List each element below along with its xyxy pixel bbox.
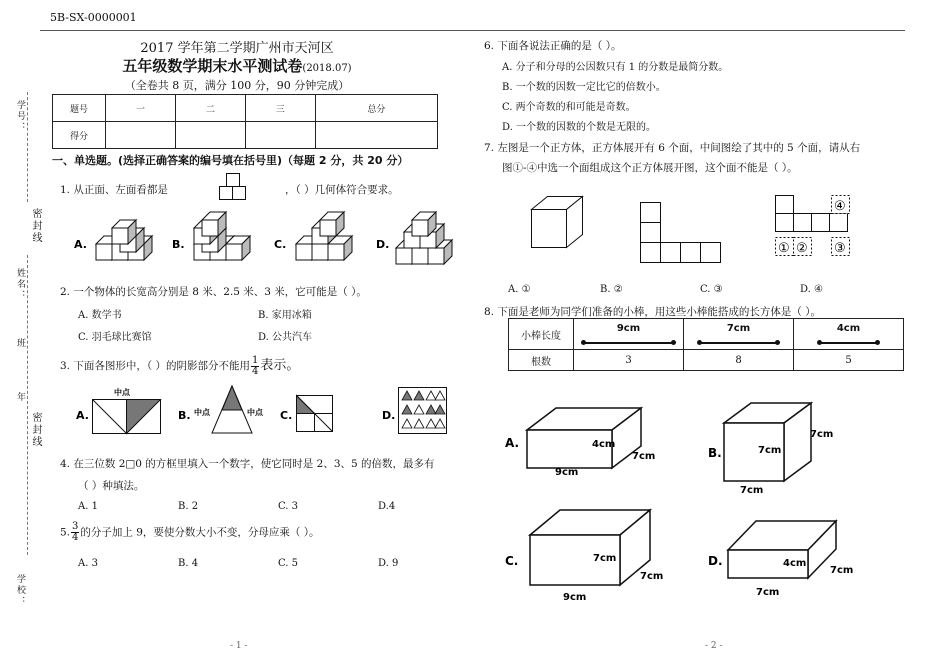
question-1-text-b: ，（ ）几何体符合要求。	[285, 184, 399, 196]
q8-c-width: 9cm	[563, 592, 587, 603]
q1-option-a-label: A.	[74, 238, 87, 251]
question-7-text-1: 7. 左图是一个正方体，正方体展开有 6 个面，中间图绘了其中的 5 个面，请从右	[484, 142, 861, 154]
q6-option-a[interactable]: A. 分子和分母的公因数只有 1 的分数是最简分数。	[502, 62, 729, 73]
q3-option-a-label: A.	[76, 409, 89, 422]
margin-seal-line-1: 密封线	[30, 208, 41, 244]
margin-name: 姓名：	[15, 268, 25, 301]
q7-face-3-label: ③	[834, 241, 846, 256]
q2-option-a[interactable]: A. 数学书	[78, 310, 122, 321]
q8-a-depth: 7cm	[632, 451, 656, 462]
q8-count-7cm: 8	[684, 350, 794, 371]
q5-option-b[interactable]: B. 4	[178, 558, 199, 569]
exam-title-main: 五年级数学期末水平测试卷(2018.07)	[122, 57, 352, 75]
question-3-text: 3. 下面各图形中，（ ）的阴影部分不能用 $\frac{1}{4}$ 表示。	[60, 354, 300, 377]
q8-a-width: 9cm	[555, 467, 579, 478]
q8-d-height: 4cm	[783, 558, 807, 569]
stick-9cm: 9cm	[575, 320, 682, 348]
margin-grade: 年	[15, 392, 25, 403]
q1-view-figure	[218, 172, 248, 202]
q8-count-4cm: 5	[794, 350, 904, 371]
question-6-text: 6. 下面各说法正确的是（ ）。	[484, 40, 622, 52]
question-1-text-a: 1. 从正面、左面看都是	[60, 184, 168, 196]
seal-dashline-1	[27, 92, 28, 202]
q6-option-d[interactable]: D. 一个数的因数的个数是无限的。	[502, 122, 657, 133]
q5-option-a[interactable]: A. 3	[78, 558, 98, 569]
q5-option-d[interactable]: D. 9	[378, 558, 399, 569]
q8-d-width: 7cm	[756, 587, 780, 598]
margin-student-number: 学号：	[15, 100, 25, 133]
q4-option-a[interactable]: A. 1	[78, 501, 98, 512]
q8-d-depth: 7cm	[830, 565, 854, 576]
page-number-2: - 2 -	[705, 641, 723, 651]
q7-face-1-label: ①	[778, 241, 790, 256]
q8-header-count: 根数	[509, 350, 574, 371]
q8-b-height: 7cm	[758, 445, 782, 456]
q2-option-c[interactable]: C. 羽毛球比赛馆	[78, 332, 152, 343]
score-header-cell: 一	[106, 95, 176, 122]
q2-option-b[interactable]: B. 家用冰箱	[258, 310, 312, 321]
q8-stick-table	[508, 318, 904, 371]
q8-b-width: 7cm	[740, 485, 764, 496]
q5-option-c[interactable]: C. 5	[278, 558, 299, 569]
question-7-text-2: 图①-④中选一个面组成这个正方体展开图，这个面不能是（ ）。	[502, 162, 798, 174]
score-input-cell[interactable]	[106, 122, 176, 149]
exam-title-line1: 2017 学年第二学期广州市天河区	[140, 41, 334, 56]
q3-shape-options	[76, 383, 476, 438]
question-4-text-2: （ ）种填法。	[78, 480, 145, 492]
q8-option-c-label: C.	[505, 554, 519, 568]
q6-option-c[interactable]: C. 两个奇数的和可能是奇数。	[502, 102, 636, 113]
q1-option-b-label: B.	[172, 238, 185, 251]
q4-option-b[interactable]: B. 2	[178, 501, 199, 512]
q8-b-depth: 7cm	[810, 429, 834, 440]
exam-title-info: （全卷共 8 页，满分 100 分，90 分钟完成）	[124, 79, 350, 92]
question-2-text: 2. 一个物体的长宽高分别是 8 米、2.5 米、3 米，它可能是（ ）。	[60, 286, 367, 298]
margin-school: 学校：	[15, 574, 25, 607]
q8-option-d-label: D.	[708, 554, 723, 568]
score-row-label: 得分	[53, 122, 106, 149]
q6-option-b[interactable]: B. 一个数的因数一定比它的倍数小。	[502, 82, 666, 93]
header-rule	[40, 30, 905, 31]
section-heading: 一、单选题。(选择正确答案的编号填在括号里)（每题 2 分，共 20 分）	[52, 154, 409, 167]
score-input-cell[interactable]	[175, 122, 245, 149]
q7-face-2-label: ②	[796, 241, 808, 256]
stick-7cm: 7cm	[685, 320, 792, 348]
q1-cube-options	[74, 208, 464, 276]
q3-label-midpoint-a: 中点	[114, 388, 130, 397]
q7-option-a[interactable]: A. ①	[508, 284, 531, 295]
score-input-cell[interactable]	[315, 122, 437, 149]
page-number-1: - 1 -	[230, 641, 248, 651]
q8-c-height: 7cm	[593, 553, 617, 564]
score-input-cell[interactable]	[245, 122, 315, 149]
q3-option-b-label: B.	[178, 409, 191, 422]
q8-option-b-label: B.	[708, 446, 722, 460]
q8-box-options	[500, 395, 900, 610]
q7-option-b[interactable]: B. ②	[600, 284, 623, 295]
stick-4cm: 4cm	[795, 320, 902, 348]
question-8-text: 8. 下面是老师为同学们准备的小棒，用这些小棒能搭成的长方体是（ ）。	[484, 306, 821, 318]
score-header-cell: 题号	[53, 95, 106, 122]
seal-dashline-2	[27, 255, 28, 555]
q8-a-height: 4cm	[592, 439, 616, 450]
margin-seal-line-2: 密封线	[30, 412, 41, 448]
score-header-cell: 总分	[315, 95, 437, 122]
q8-c-depth: 7cm	[640, 571, 664, 582]
q8-header-length: 小棒长度	[509, 319, 574, 350]
score-header-cell: 三	[245, 95, 315, 122]
score-table	[52, 94, 438, 149]
q4-option-c[interactable]: C. 3	[278, 501, 299, 512]
q3-label-midpoint-b2: 中点	[247, 408, 263, 417]
q1-option-c-label: C.	[274, 238, 287, 251]
q3-fraction: $\frac{1}{4}$	[251, 354, 259, 377]
q1-option-d-label: D.	[376, 238, 390, 251]
q8-option-a-label: A.	[505, 436, 520, 450]
q2-option-d[interactable]: D. 公共汽车	[258, 332, 313, 343]
q5-fraction: $\frac{3}{4}$	[72, 521, 79, 543]
q4-option-d[interactable]: D.4	[378, 501, 396, 512]
question-4-text-1: 4. 在三位数 2□0 的方框里填入一个数字，使它同时是 2、3、5 的倍数，最多有	[60, 458, 435, 470]
score-header-cell: 二	[175, 95, 245, 122]
q8-count-9cm: 3	[574, 350, 684, 371]
q7-cube-net-figures	[520, 192, 870, 267]
q7-option-d[interactable]: D. ④	[800, 284, 823, 295]
document-id: 5B-SX-0000001	[50, 11, 137, 24]
q3-label-midpoint-b1: 中点	[194, 408, 210, 417]
q7-option-c[interactable]: C. ③	[700, 284, 723, 295]
q3-option-d-label: D.	[382, 409, 396, 422]
q3-option-c-label: C.	[280, 409, 293, 422]
margin-class: 班	[15, 338, 25, 349]
q7-face-4-label: ④	[834, 199, 846, 214]
question-5-text: 5. $\frac{3}{4}$ 的分子加上 9，要使分数大小不变，分母应乘（ ）。	[60, 521, 320, 543]
